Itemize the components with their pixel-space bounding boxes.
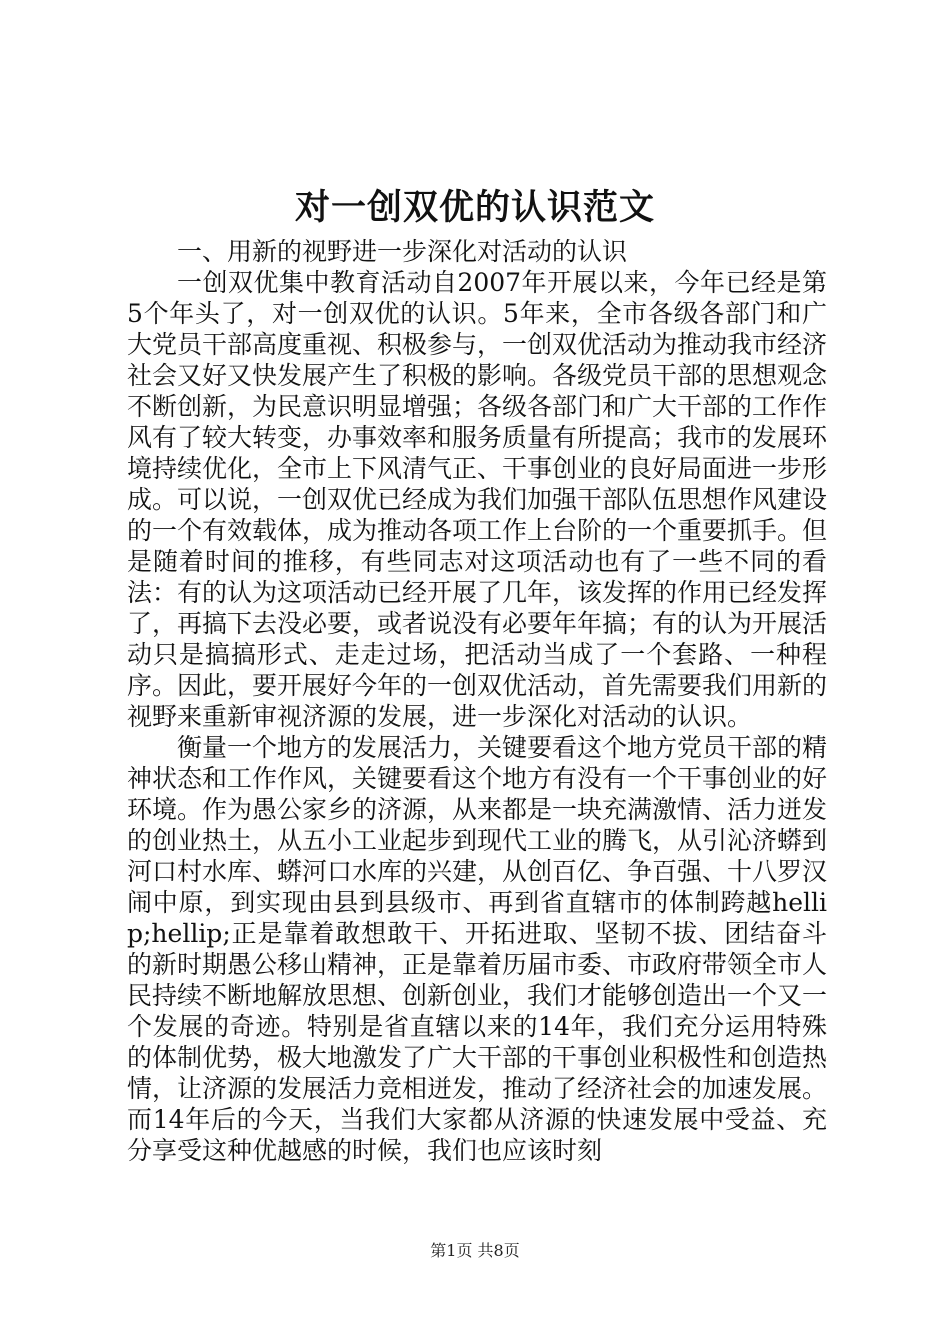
document-title: 对一创双优的认识范文 <box>294 187 655 228</box>
body-paragraph: 衡量一个地方的发展活力，关键要看这个地方党员干部的精神状态和工作作风，关键要看这个地方有没有一个干事创业的好环境。作为愚公家乡的济源，从来都是一块充满激情、活力迸发的创业热土，从五小工业起步到现代工业的腾飞，从引沁济蟒到河口村水库、蟒河口水库的兴建，从创百亿、争百强、十八罗汉闹中原，到实现由县到县级市、再到省直辖市的体制跨越hellip;hellip;正是靠着敢想敢干、开拓进取、坚韧不拔、团结奋斗的新时期愚公移山精神，正是靠着历届市委、市政府带领全市人民持续不断地解放思想、创新创业，我们才能够创造出一个又一个发展的奇迹。特别是省直辖以来的14年，我们充分运用特殊的体制优势，极大地激发了广大干部的干事创业积极性和创造热情，让济源的发展活力竞相迸发，推动了经济社会的加速发展。而14年后的今天，当我们大家都从济源的快速发展中受益、充分享受这种优越感的时候，我们也应该时刻 <box>127 733 828 1165</box>
body-paragraph: 一创双优集中教育活动自2007年开展以来，今年已经是第5个年头了，对一创双优的认识。5年来，全市各级各部门和广大党员干部高度重视、积极参与，一创双优活动为推动我市经济社会又好又快发展产生了积极的影响。各级党员干部的思想观念不断创新，为民意识明显增强；各级各部门和广大干部的工作作风有了较大转变，办事效率和服务质量有所提高；我市的发展环境持续优化，全市上下风清气正、干事创业的良好局面进一步形成。可以说，一创双优已经成为我们加强干部队伍思想作风建设的一个有效载体，成为推动各项工作上台阶的一个重要抓手。但是随着时间的推移，有些同志对这项活动也有了一些不同的看法：有的认为这项活动已经开展了几年，该发挥的作用已经发挥了，再搞下去没必要，或者说没有必要年年搞；有的认为开展活动只是搞搞形式、走走过场，把活动当成了一个套路、一种程序。因此，要开展好今年的一创双优活动，首先需要我们用新的视野来重新审视济源的发展，进一步深化对活动的认识。 <box>127 268 828 731</box>
section-heading: 一、用新的视野进一步深化对活动的认识 <box>177 237 628 266</box>
page-number-footer: 第1页 共8页 <box>430 1241 520 1260</box>
document-body <box>127 236 827 1166</box>
